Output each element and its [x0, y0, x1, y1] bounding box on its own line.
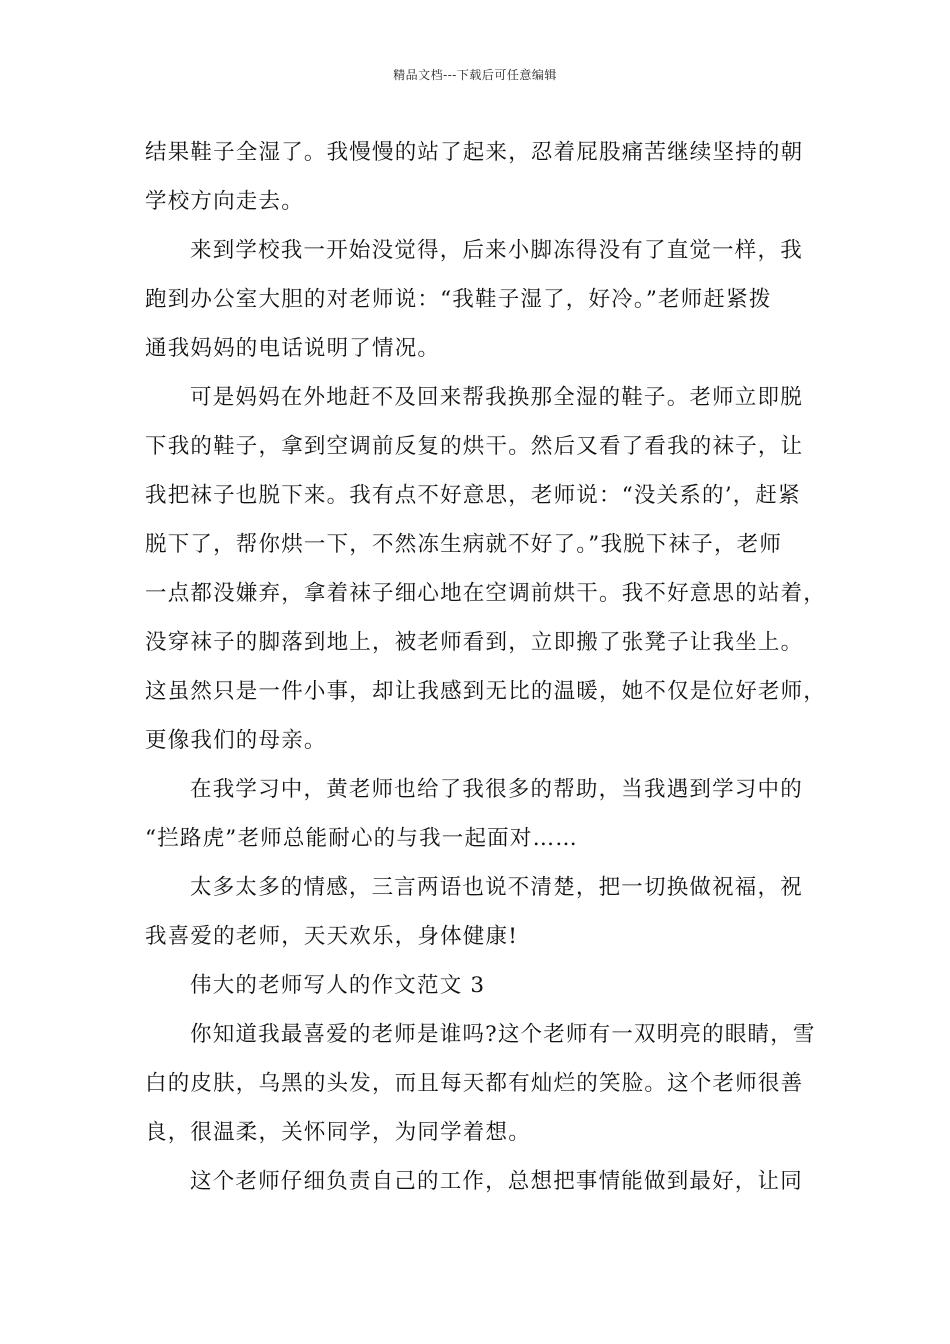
- paragraph: [145, 863, 823, 961]
- paragraph: [145, 765, 823, 863]
- text-line: 来到学校我一开始没觉得，后来小脚冻得没有了直觉一样，我: [190, 238, 803, 263]
- text-line: 更像我们的母亲。: [145, 728, 327, 753]
- paragraph: [145, 373, 827, 765]
- paragraph: [145, 226, 823, 373]
- text-line: 我喜爱的老师，天天欢乐，身体健康!: [145, 924, 519, 949]
- text-line: “拦路虎”老师总能耐心的与我一起面对……: [145, 826, 578, 851]
- text-line: 伟大的老师写人的作文范文 3: [190, 973, 486, 998]
- paragraph: [145, 128, 823, 226]
- page-header: 精品文档---下载后可任意编辑: [393, 68, 557, 82]
- text-line: 没穿袜子的脚落到地上，被老师看到，立即搬了张凳子让我坐上。: [145, 630, 804, 655]
- text-line: 下我的鞋子，拿到空调前反复的烘干。然后又看了看我的袜子，让: [145, 434, 804, 459]
- text-line: 学校方向走去。: [145, 189, 304, 214]
- text-line: 这个老师仔细负责自己的工作，总想把事情能做到最好，让同: [190, 1169, 803, 1194]
- text-line: 我把袜子也脱下来。我有点不好意思，老师说：“没关系的’，赶紧: [145, 483, 801, 508]
- text-line: 这虽然只是一件小事，却让我感到无比的温暖，她不仅是位好老师，: [145, 679, 827, 704]
- text-line: 在我学习中，黄老师也给了我很多的帮助，当我遇到学习中的: [190, 777, 803, 802]
- text-line: 跑到办公室大胆的对老师说：“我鞋子湿了，好冷。”老师赶紧拨: [145, 287, 772, 312]
- paragraph: [145, 1010, 823, 1157]
- text-line: 脱下了，帮你烘一下，不然冻生病就不好了。”我脱下袜子，老师: [145, 532, 783, 557]
- text-line: 一点都没嫌弃，拿着袜子细心地在空调前烘干。我不好意思的站着，: [145, 581, 827, 606]
- text-line: 太多太多的情感，三言两语也说不清楚，把一切换做祝福，祝: [190, 875, 803, 900]
- text-line: 结果鞋子全湿了。我慢慢的站了起来，忍着屁股痛苦继续坚持的朝: [145, 140, 804, 165]
- text-line: 白的皮肤，乌黑的头发，而且每天都有灿烂的笑脸。这个老师很善: [145, 1071, 804, 1096]
- text-line: 良，很温柔，关怀同学，为同学着想。: [145, 1120, 531, 1145]
- text-line: 可是妈妈在外地赶不及回来帮我换那全湿的鞋子。老师立即脱: [190, 385, 803, 410]
- paragraph: [145, 1157, 823, 1206]
- section-heading: [145, 961, 823, 1010]
- text-line: 你知道我最喜爱的老师是谁吗?这个老师有一双明亮的眼睛，雪: [190, 1022, 816, 1047]
- document-body: [145, 128, 827, 1206]
- text-line: 通我妈妈的电话说明了情况。: [145, 336, 441, 361]
